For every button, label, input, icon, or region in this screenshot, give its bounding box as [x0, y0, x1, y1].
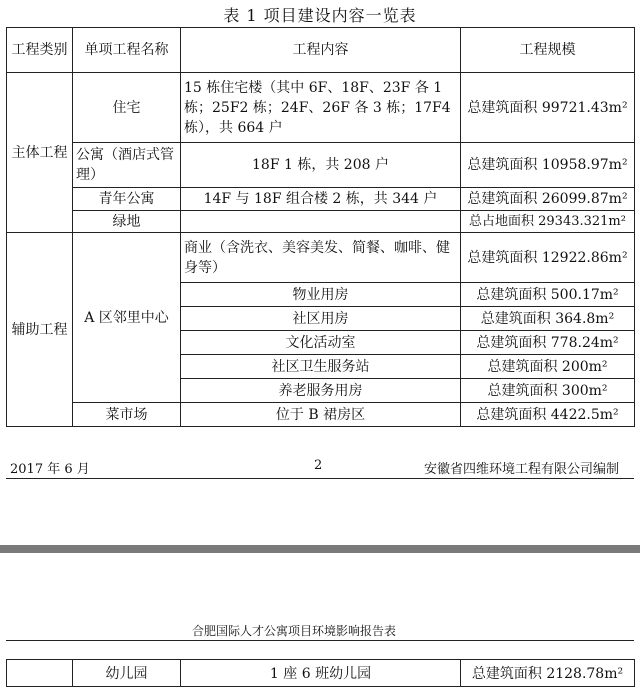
item-content: 社区卫生服务站 — [181, 355, 461, 379]
table-row — [7, 233, 635, 283]
footer-date: 2017 年 6 月 — [10, 462, 90, 477]
item-scale: 总建筑面积 10958.97m² — [461, 143, 635, 188]
table-header-row — [7, 28, 635, 73]
item-name: A 区邻里中心 — [73, 233, 181, 403]
item-scale: 总占地面积 29343.321m² — [461, 211, 635, 233]
project-table — [6, 27, 635, 427]
header-item-name: 单项工程名称 — [73, 28, 181, 73]
header-content: 工程内容 — [181, 28, 461, 73]
item-scale: 总建筑面积 778.24m² — [461, 331, 635, 355]
item-content: 18F 1 栋，共 208 户 — [181, 143, 461, 188]
category-empty — [7, 660, 73, 687]
item-scale: 总建筑面积 12922.86m² — [461, 233, 635, 283]
item-content: 物业用房 — [181, 283, 461, 307]
item-name: 幼儿园 — [73, 660, 181, 687]
item-scale: 总建筑面积 2128.78m² — [461, 660, 635, 687]
item-name: 公寓（酒店式管理） — [73, 143, 181, 188]
item-name: 绿地 — [73, 211, 181, 233]
item-content: 养老服务用房 — [181, 379, 461, 403]
item-name: 菜市场 — [73, 403, 181, 427]
page-break-band — [0, 545, 640, 553]
header-divider — [6, 640, 634, 641]
table-row — [7, 188, 635, 211]
table-row — [7, 660, 635, 687]
item-scale: 总建筑面积 200m² — [461, 355, 635, 379]
item-content: 社区用房 — [181, 307, 461, 331]
item-scale: 总建筑面积 99721.43m² — [461, 73, 635, 143]
table-row — [7, 403, 635, 427]
item-content: 文化活动室 — [181, 331, 461, 355]
footer-page-number: 2 — [314, 458, 323, 473]
item-name: 住宅 — [73, 73, 181, 143]
footer-divider — [6, 478, 634, 479]
header-category: 工程类别 — [7, 28, 73, 73]
item-content: 14F 与 18F 组合楼 2 栋，共 344 户 — [181, 188, 461, 211]
item-name: 青年公寓 — [73, 188, 181, 211]
item-scale: 总建筑面积 500.17m² — [461, 283, 635, 307]
table-row — [7, 73, 635, 143]
table-title: 表 1 项目建设内容一览表 — [223, 6, 417, 25]
footer-org: 安徽省四维环境工程有限公司编制 — [424, 462, 620, 477]
item-scale: 总建筑面积 364.8m² — [461, 307, 635, 331]
item-scale: 总建筑面积 300m² — [461, 379, 635, 403]
table-row — [7, 211, 635, 233]
item-content: 15 栋住宅楼（其中 6F、18F、23F 各 1 栋；25F2 栋；24F、26F 各 3 栋；17F4 栋），共 664 户 — [181, 73, 461, 143]
item-content — [181, 211, 461, 233]
item-scale: 总建筑面积 4422.5m² — [461, 403, 635, 427]
category-main: 主体工程 — [7, 73, 73, 233]
header-scale: 工程规模 — [461, 28, 635, 73]
item-content: 1 座 6 班幼儿园 — [181, 660, 461, 687]
item-content: 商业（含洗衣、美容美发、简餐、咖啡、健身等） — [181, 233, 461, 283]
next-page-header: 合肥国际人才公寓项目环境影响报告表 — [192, 624, 397, 638]
category-aux: 辅助工程 — [7, 233, 73, 427]
item-scale: 总建筑面积 26099.87m² — [461, 188, 635, 211]
table-row — [7, 143, 635, 188]
item-content: 位于 B 裙房区 — [181, 403, 461, 427]
